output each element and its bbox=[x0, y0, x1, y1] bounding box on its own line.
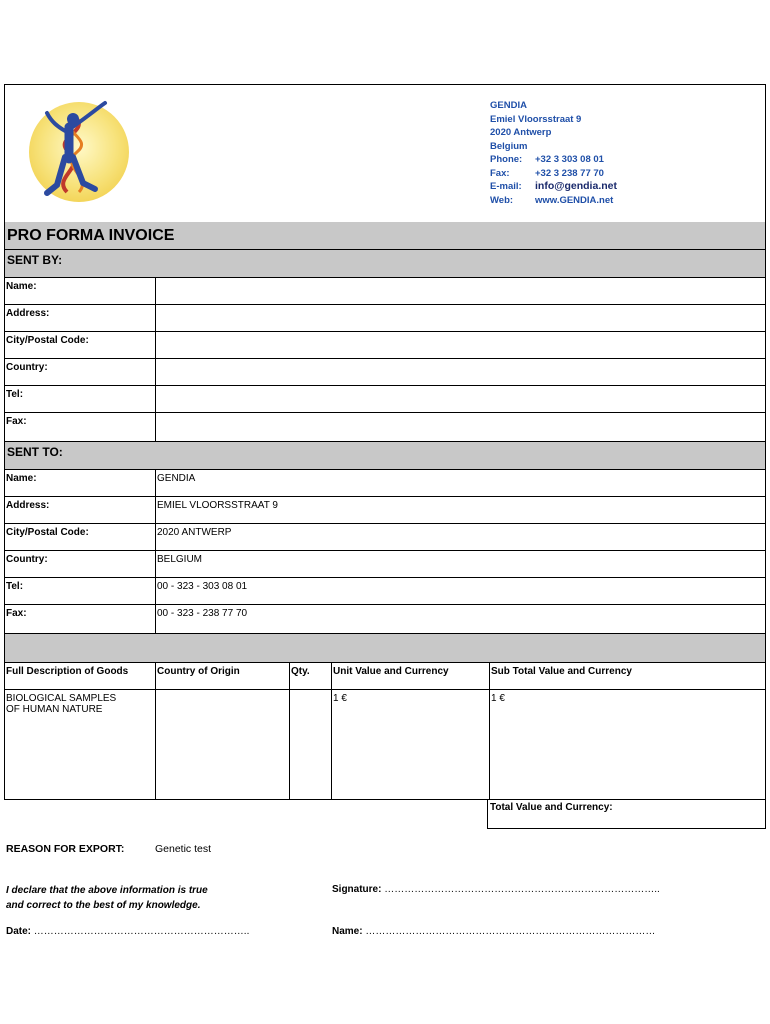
company-country: Belgium bbox=[490, 140, 528, 152]
goods-origin-cell[interactable] bbox=[155, 690, 289, 800]
field-label: Address: bbox=[6, 500, 50, 511]
sent-to-row bbox=[5, 470, 765, 497]
goods-row bbox=[5, 690, 765, 800]
signature-dots: ……………………………………………………………………….. bbox=[384, 884, 660, 895]
col-header-sub-total: Sub Total Value and Currency bbox=[489, 663, 765, 689]
phone-label: Phone: bbox=[490, 154, 523, 165]
field-label: City/Postal Code: bbox=[6, 335, 89, 346]
sent-to-row bbox=[5, 605, 765, 634]
letterhead bbox=[5, 85, 765, 223]
goods-header-row bbox=[5, 663, 765, 690]
sent-by-country-field[interactable] bbox=[155, 359, 765, 385]
field-label: Country: bbox=[6, 554, 48, 565]
fax-label: Fax: bbox=[490, 167, 510, 179]
goods-unit-value-cell[interactable]: 1 € bbox=[331, 690, 489, 800]
phone-value: +32 3 303 08 01 bbox=[535, 154, 604, 165]
web-label: Web: bbox=[490, 194, 514, 206]
sent-by-fax-field[interactable] bbox=[155, 413, 765, 441]
sent-to-country-field[interactable]: BELGIUM bbox=[155, 551, 765, 577]
field-label: Tel: bbox=[6, 389, 24, 400]
sent-by-heading: SENT BY: bbox=[5, 250, 765, 278]
sent-to-tel-field[interactable]: 00 - 323 - 303 08 01 bbox=[155, 578, 765, 604]
reason-label-text: REASON FOR EXPORT: bbox=[6, 843, 125, 855]
sent-to-fax-field[interactable]: 00 - 323 - 238 77 70 bbox=[155, 605, 765, 633]
field-label: Name: bbox=[6, 281, 37, 292]
company-street: Emiel Vloorsstraat 9 bbox=[490, 113, 582, 125]
description-line: BIOLOGICAL SAMPLES bbox=[6, 693, 117, 704]
fax-value: +32 3 238 77 70 bbox=[535, 167, 604, 179]
email-link[interactable]: info@gendia.net bbox=[535, 180, 617, 192]
sent-to-row bbox=[5, 551, 765, 578]
company-city: 2020 Antwerp bbox=[490, 127, 552, 138]
declaration bbox=[6, 883, 208, 913]
field-label: Address: bbox=[6, 308, 50, 319]
field-label: Country: bbox=[6, 362, 48, 373]
field-label: Tel: bbox=[6, 581, 24, 592]
field-label: Fax: bbox=[6, 416, 27, 427]
sent-by-name-field[interactable] bbox=[155, 278, 765, 304]
col-header-origin: Country of Origin bbox=[155, 663, 289, 689]
sent-to-row bbox=[5, 578, 765, 605]
name-dots: …………………………………………………………………………… bbox=[365, 926, 656, 937]
sent-by-city-field[interactable] bbox=[155, 332, 765, 358]
name-field[interactable] bbox=[332, 926, 655, 937]
sent-to-name-field[interactable]: GENDIA bbox=[155, 470, 765, 496]
signature-field[interactable] bbox=[332, 884, 660, 895]
reason-label bbox=[6, 843, 124, 855]
date-label: Date: bbox=[6, 926, 32, 937]
sent-by-row bbox=[5, 386, 765, 413]
col-header-description: Full Description of Goods bbox=[6, 666, 129, 677]
sent-to-heading: SENT TO: bbox=[5, 442, 765, 470]
sent-by-address-field[interactable] bbox=[155, 305, 765, 331]
sent-by-row bbox=[5, 305, 765, 332]
field-label: Name: bbox=[6, 473, 37, 484]
sent-to-city-field[interactable]: 2020 ANTWERP bbox=[155, 524, 765, 550]
goods-qty-cell[interactable] bbox=[289, 690, 331, 800]
sent-to-row bbox=[5, 524, 765, 551]
company-name: GENDIA bbox=[490, 100, 527, 111]
goods-sub-total-cell[interactable]: 1 € bbox=[489, 690, 765, 800]
field-label: City/Postal Code: bbox=[6, 527, 89, 538]
sent-by-row bbox=[5, 332, 765, 359]
name-label: Name: bbox=[332, 926, 363, 937]
signature-label: Signature: bbox=[332, 884, 382, 895]
goods-description-cell[interactable] bbox=[5, 690, 155, 800]
col-header-unit-value: Unit Value and Currency bbox=[331, 663, 489, 689]
date-dots: ……………………………………………………….. bbox=[33, 926, 250, 937]
date-field[interactable] bbox=[6, 926, 249, 937]
declaration-line: and correct to the best of my knowledge. bbox=[6, 900, 201, 911]
total-value-box[interactable]: Total Value and Currency: bbox=[487, 800, 766, 829]
field-label: Fax: bbox=[6, 608, 27, 619]
sent-by-row bbox=[5, 278, 765, 305]
web-link[interactable]: www.GENDIA.net bbox=[535, 194, 614, 206]
email-label: E-mail: bbox=[490, 181, 522, 192]
sent-to-row bbox=[5, 497, 765, 524]
invoice-frame bbox=[4, 84, 766, 800]
sent-by-row bbox=[5, 413, 765, 442]
company-contact bbox=[490, 99, 617, 207]
description-line: OF HUMAN NATURE bbox=[6, 704, 103, 715]
gendia-logo-icon bbox=[17, 97, 137, 207]
spacer-band bbox=[5, 634, 765, 663]
reason-value[interactable]: Genetic test bbox=[155, 843, 212, 855]
sent-by-row bbox=[5, 359, 765, 386]
sent-by-tel-field[interactable] bbox=[155, 386, 765, 412]
declaration-line: I declare that the above information is true bbox=[6, 885, 208, 896]
sent-to-address-field[interactable]: EMIEL VLOORSSTRAAT 9 bbox=[155, 497, 765, 523]
col-header-qty: Qty. bbox=[289, 663, 331, 689]
page-title: PRO FORMA INVOICE bbox=[5, 222, 765, 250]
